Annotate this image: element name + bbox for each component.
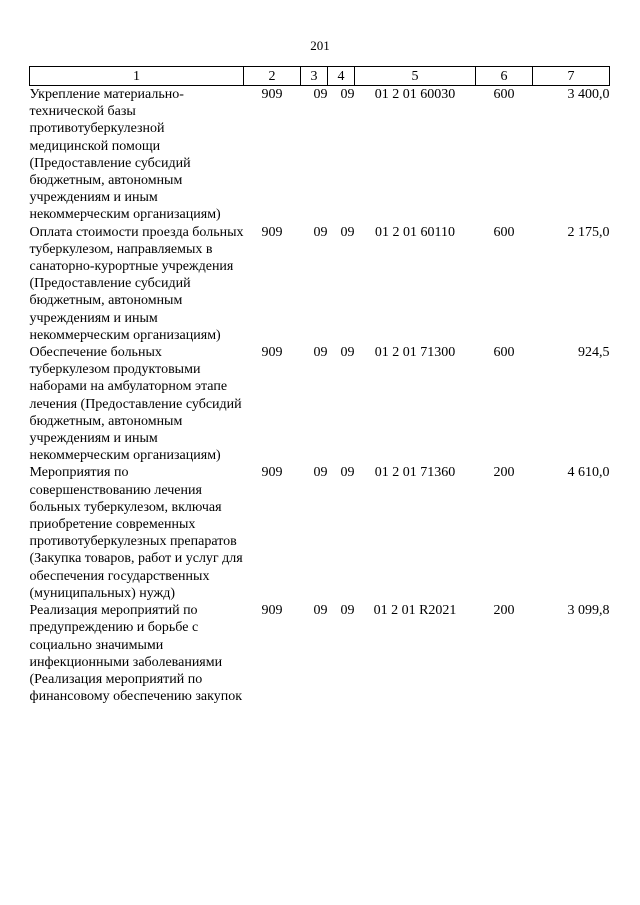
budget-table: [29, 66, 610, 705]
column-header-6: 6: [476, 67, 533, 86]
row-target-article: 01 2 01 60110: [375, 224, 455, 240]
column-header-3: 3: [301, 67, 328, 86]
table-row: [30, 344, 610, 464]
row-subsection: 09: [340, 603, 355, 619]
row-amount: 924,5: [578, 345, 610, 361]
row-amount: 3 400,0: [567, 87, 610, 102]
row-code-ministry: 909: [261, 87, 283, 102]
row-code-ministry: 909: [261, 465, 283, 481]
row-name: Мероприятия по совершенствованию лечения больных туберкулезом, включая приобретение современных противотуберкулезных препаратов (Закупка товаров, работ и услуг для обеспечения государственных (муниципальных) нужд): [29, 465, 243, 601]
row-name: Обеспечение больных туберкулезом продуктовыми наборами на амбулаторном этапе лечения (Предоставление субсидий бюджетным, автономным учреждениям и иным некоммерческим организациям): [29, 345, 242, 464]
row-amount: 4 610,0: [567, 465, 610, 481]
row-expense-type: 200: [493, 465, 515, 481]
table-row: [30, 86, 610, 224]
page-number: 201: [310, 38, 330, 53]
table-row: [30, 224, 610, 344]
column-header-5: 5: [355, 67, 476, 86]
row-target-article: 01 2 01 71360: [374, 465, 456, 481]
row-expense-type: 600: [493, 224, 515, 240]
row-section: 09: [313, 224, 328, 240]
row-expense-type: 600: [493, 345, 515, 361]
row-amount: 3 099,8: [567, 603, 610, 619]
row-subsection: 09: [340, 465, 355, 481]
column-header-4: 4: [328, 67, 355, 86]
row-subsection: 09: [340, 224, 355, 240]
row-code-ministry: 909: [261, 224, 283, 240]
row-subsection: 09: [340, 87, 355, 102]
row-name: Оплата стоимости проезда больных туберкулезом, направляемых в санаторно-курортные учреждения (Предоставление субсидий бюджетным, автономным учреждениям и иным некоммерческим организациям): [29, 224, 244, 343]
column-header-2: 2: [244, 67, 301, 86]
row-code-ministry: 909: [261, 603, 283, 619]
table-row: [30, 602, 610, 705]
row-expense-type: 600: [493, 87, 515, 102]
row-target-article: 01 2 01 71300: [374, 345, 456, 361]
row-code-ministry: 909: [261, 345, 283, 361]
row-expense-type: 200: [493, 603, 515, 619]
table-row: [30, 464, 610, 602]
row-amount: 2 175,0: [567, 224, 610, 240]
row-target-article: 01 2 01 R2021: [373, 603, 457, 619]
header-row: [30, 67, 610, 86]
row-section: 09: [313, 87, 328, 102]
row-name: Реализация мероприятий по предупреждению и борьбе с социально значимыми инфекционными заболеваниями (Реализация мероприятий по финансовому обеспечению закупок: [29, 603, 242, 705]
column-header-1: 1: [30, 67, 244, 86]
column-header-7: 7: [533, 67, 610, 86]
row-name: Укрепление материально-технической базы противотуберкулезной медицинской помощи (Предоставление субсидий бюджетным, автономным учреждениям и иным некоммерческим организациям): [29, 87, 221, 223]
row-subsection: 09: [340, 345, 355, 361]
row-section: 09: [313, 603, 328, 619]
row-section: 09: [313, 465, 328, 481]
row-target-article: 01 2 01 60030: [374, 87, 456, 102]
row-section: 09: [313, 345, 328, 361]
